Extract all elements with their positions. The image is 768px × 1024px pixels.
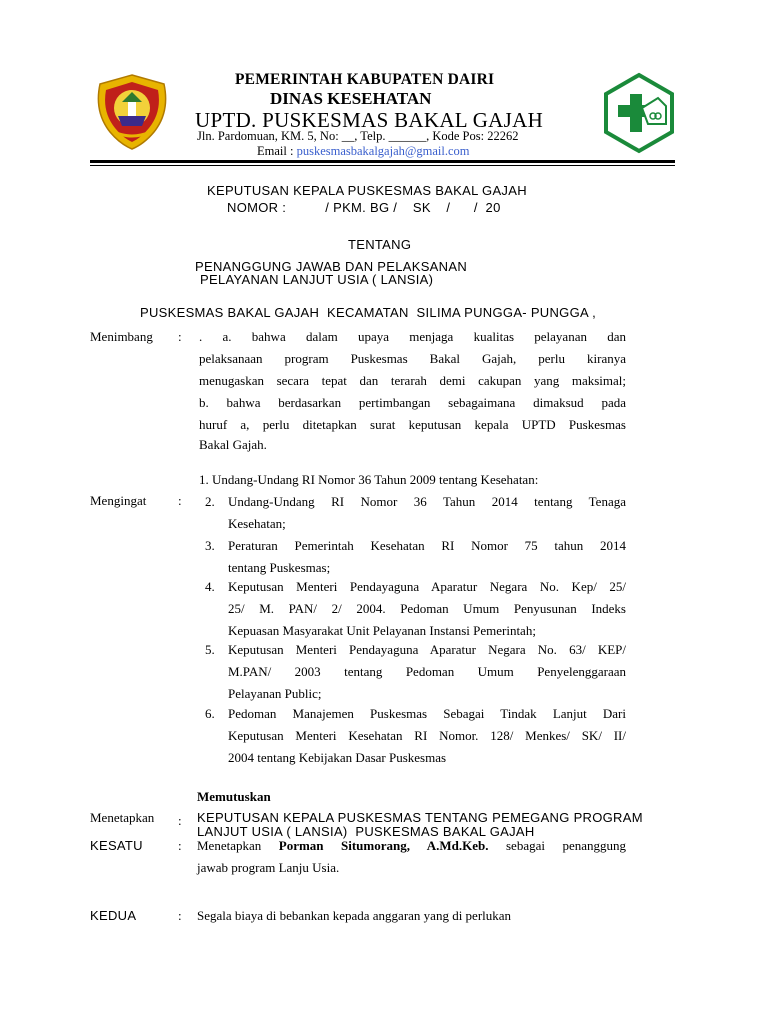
kedua-label: KEDUA: [90, 908, 137, 923]
header-rule-thick: [90, 160, 675, 163]
kesatu-line-2: jawab program Lanju Usia.: [197, 860, 340, 875]
decree-title: KEPUTUSAN KEPALA PUSKESMAS BAKAL GAJAH: [207, 183, 527, 198]
menimbang-line-2: pelaksanaan program Puskesmas Bakal Gajah, perlu kiranya: [199, 351, 626, 366]
menetapkan-line-2: LANJUT USIA ( LANSIA) PUSKESMAS BAKAL GAJAH: [197, 824, 535, 839]
email-label: Email :: [257, 144, 294, 158]
email-row: [257, 144, 470, 159]
mengingat-item-6-line-2: Keputusan Menteri Kesehatan RI Nomor. 128/ Menkes/ SK/ II/: [228, 728, 626, 743]
mengingat-item-2-line-1: Undang-Undang RI Nomor 36 Tahun 2014 tentang Tenaga: [228, 494, 626, 509]
menimbang-colon: :: [178, 329, 182, 344]
menimbang-line-6: Bakal Gajah.: [199, 437, 267, 452]
mengingat-item-4-line-3: Kepuasan Masyarakat Unit Pelayanan Instansi Pemerintah;: [228, 623, 536, 638]
mengingat-num-6: 6.: [205, 706, 215, 721]
subject-line-1: PENANGGUNG JAWAB DAN PELAKSANAN: [195, 259, 468, 274]
kesatu-line-1: [197, 835, 626, 857]
mengingat-item-3-line-2: tentang Puskesmas;: [228, 560, 331, 575]
mengingat-item-5-line-1: Keputusan Menteri Pendayaguna Aparatur Negara No. 63/ KEP/: [228, 642, 626, 657]
kesatu-post: sebagai penanggung: [505, 838, 626, 853]
tentang-heading: TENTANG: [348, 237, 412, 252]
subject-line-2: PELAYANAN LANJUT USIA ( LANSIA): [200, 272, 434, 287]
issuer-line: PUSKESMAS BAKAL GAJAH KECAMATAN SILIMA PUNGGA- PUNGGA ,: [140, 305, 597, 320]
kedua-text: Segala biaya di bebankan kepada anggaran yang di perlukan: [197, 908, 512, 923]
kesatu-label: KESATU: [90, 838, 143, 853]
menimbang-line-5: huruf a, perlu ditetapkan surat keputusan kepala UPTD Puskesmas: [199, 417, 626, 432]
menetapkan-label: Menetapkan: [90, 810, 155, 825]
header-rule-thin: [90, 165, 675, 166]
puskesmas-logo: [598, 72, 680, 154]
mengingat-item-5-line-3: Pelayanan Public;: [228, 686, 322, 701]
appointee-name: Porman Situmorang, A.Md.Keb.: [278, 838, 489, 853]
institution-name: UPTD. PUSKESMAS BAKAL GAJAH: [195, 108, 544, 132]
menimbang-line-3: menugaskan secara tepat dan terarah demi cakupan yang maksimal;: [199, 373, 626, 388]
menetapkan-colon: :: [178, 813, 182, 828]
mengingat-item-4-line-2: 25/ M. PAN/ 2/ 2004. Pedoman Umum Penyusunan Indeks: [228, 601, 626, 616]
mengingat-label: Mengingat: [90, 493, 147, 508]
kedua-colon: :: [178, 908, 182, 923]
government-name: PEMERINTAH KABUPATEN DAIRI: [235, 71, 495, 88]
mengingat-item-3-line-1: Peraturan Pemerintah Kesehatan RI Nomor 75 tahun 2014: [228, 538, 626, 553]
mengingat-item-2-line-2: Kesehatan;: [228, 516, 286, 531]
mengingat-num-4: 4.: [205, 579, 215, 594]
memutuskan-heading: Memutuskan: [197, 789, 271, 804]
regency-crest-logo: [92, 72, 172, 152]
mengingat-num-2: 2.: [205, 494, 215, 509]
mengingat-colon: :: [178, 493, 182, 508]
menimbang-label: Menimbang: [90, 329, 153, 344]
mengingat-item-4-line-1: Keputusan Menteri Pendayaguna Aparatur Negara No. Kep/ 25/: [228, 579, 626, 594]
mengingat-num-5: 5.: [205, 642, 215, 657]
kesatu-pre: Menetapkan: [197, 838, 262, 853]
kesatu-colon: :: [178, 838, 182, 853]
menimbang-line-4: b. bahwa berdasarkan pertimbangan sebagaimana dimaksud pada: [199, 395, 626, 410]
mengingat-num-3: 3.: [205, 538, 215, 553]
menetapkan-line-1: KEPUTUSAN KEPALA PUSKESMAS TENTANG PEMEGANG PROGRAM: [197, 810, 643, 825]
department-name: DINAS KESEHATAN: [270, 89, 432, 108]
menimbang-line-1: . a. bahwa dalam upaya menjaga kualitas pelayanan dan: [199, 329, 626, 344]
mengingat-item-1: 1. Undang-Undang RI Nomor 36 Tahun 2009 tentang Kesehatan:: [199, 472, 539, 487]
decree-number: NOMOR : / PKM. BG / SK / / 20: [227, 200, 501, 215]
mengingat-item-6-line-1: Pedoman Manajemen Puskesmas Sebagai Tindak Lanjut Dari: [228, 706, 626, 721]
mengingat-item-6-line-3: 2004 tentang Kebijakan Dasar Puskesmas: [228, 750, 447, 765]
email-link[interactable]: puskesmasbakalgajah@gmail.com: [296, 144, 470, 158]
address-line: Jln. Pardomuan, KM. 5, No: __, Telp. ______, Kode Pos: 22262: [197, 129, 519, 143]
mengingat-item-5-line-2: M.PAN/ 2003 tentang Pedoman Umum Penyelenggaraan: [228, 664, 626, 679]
